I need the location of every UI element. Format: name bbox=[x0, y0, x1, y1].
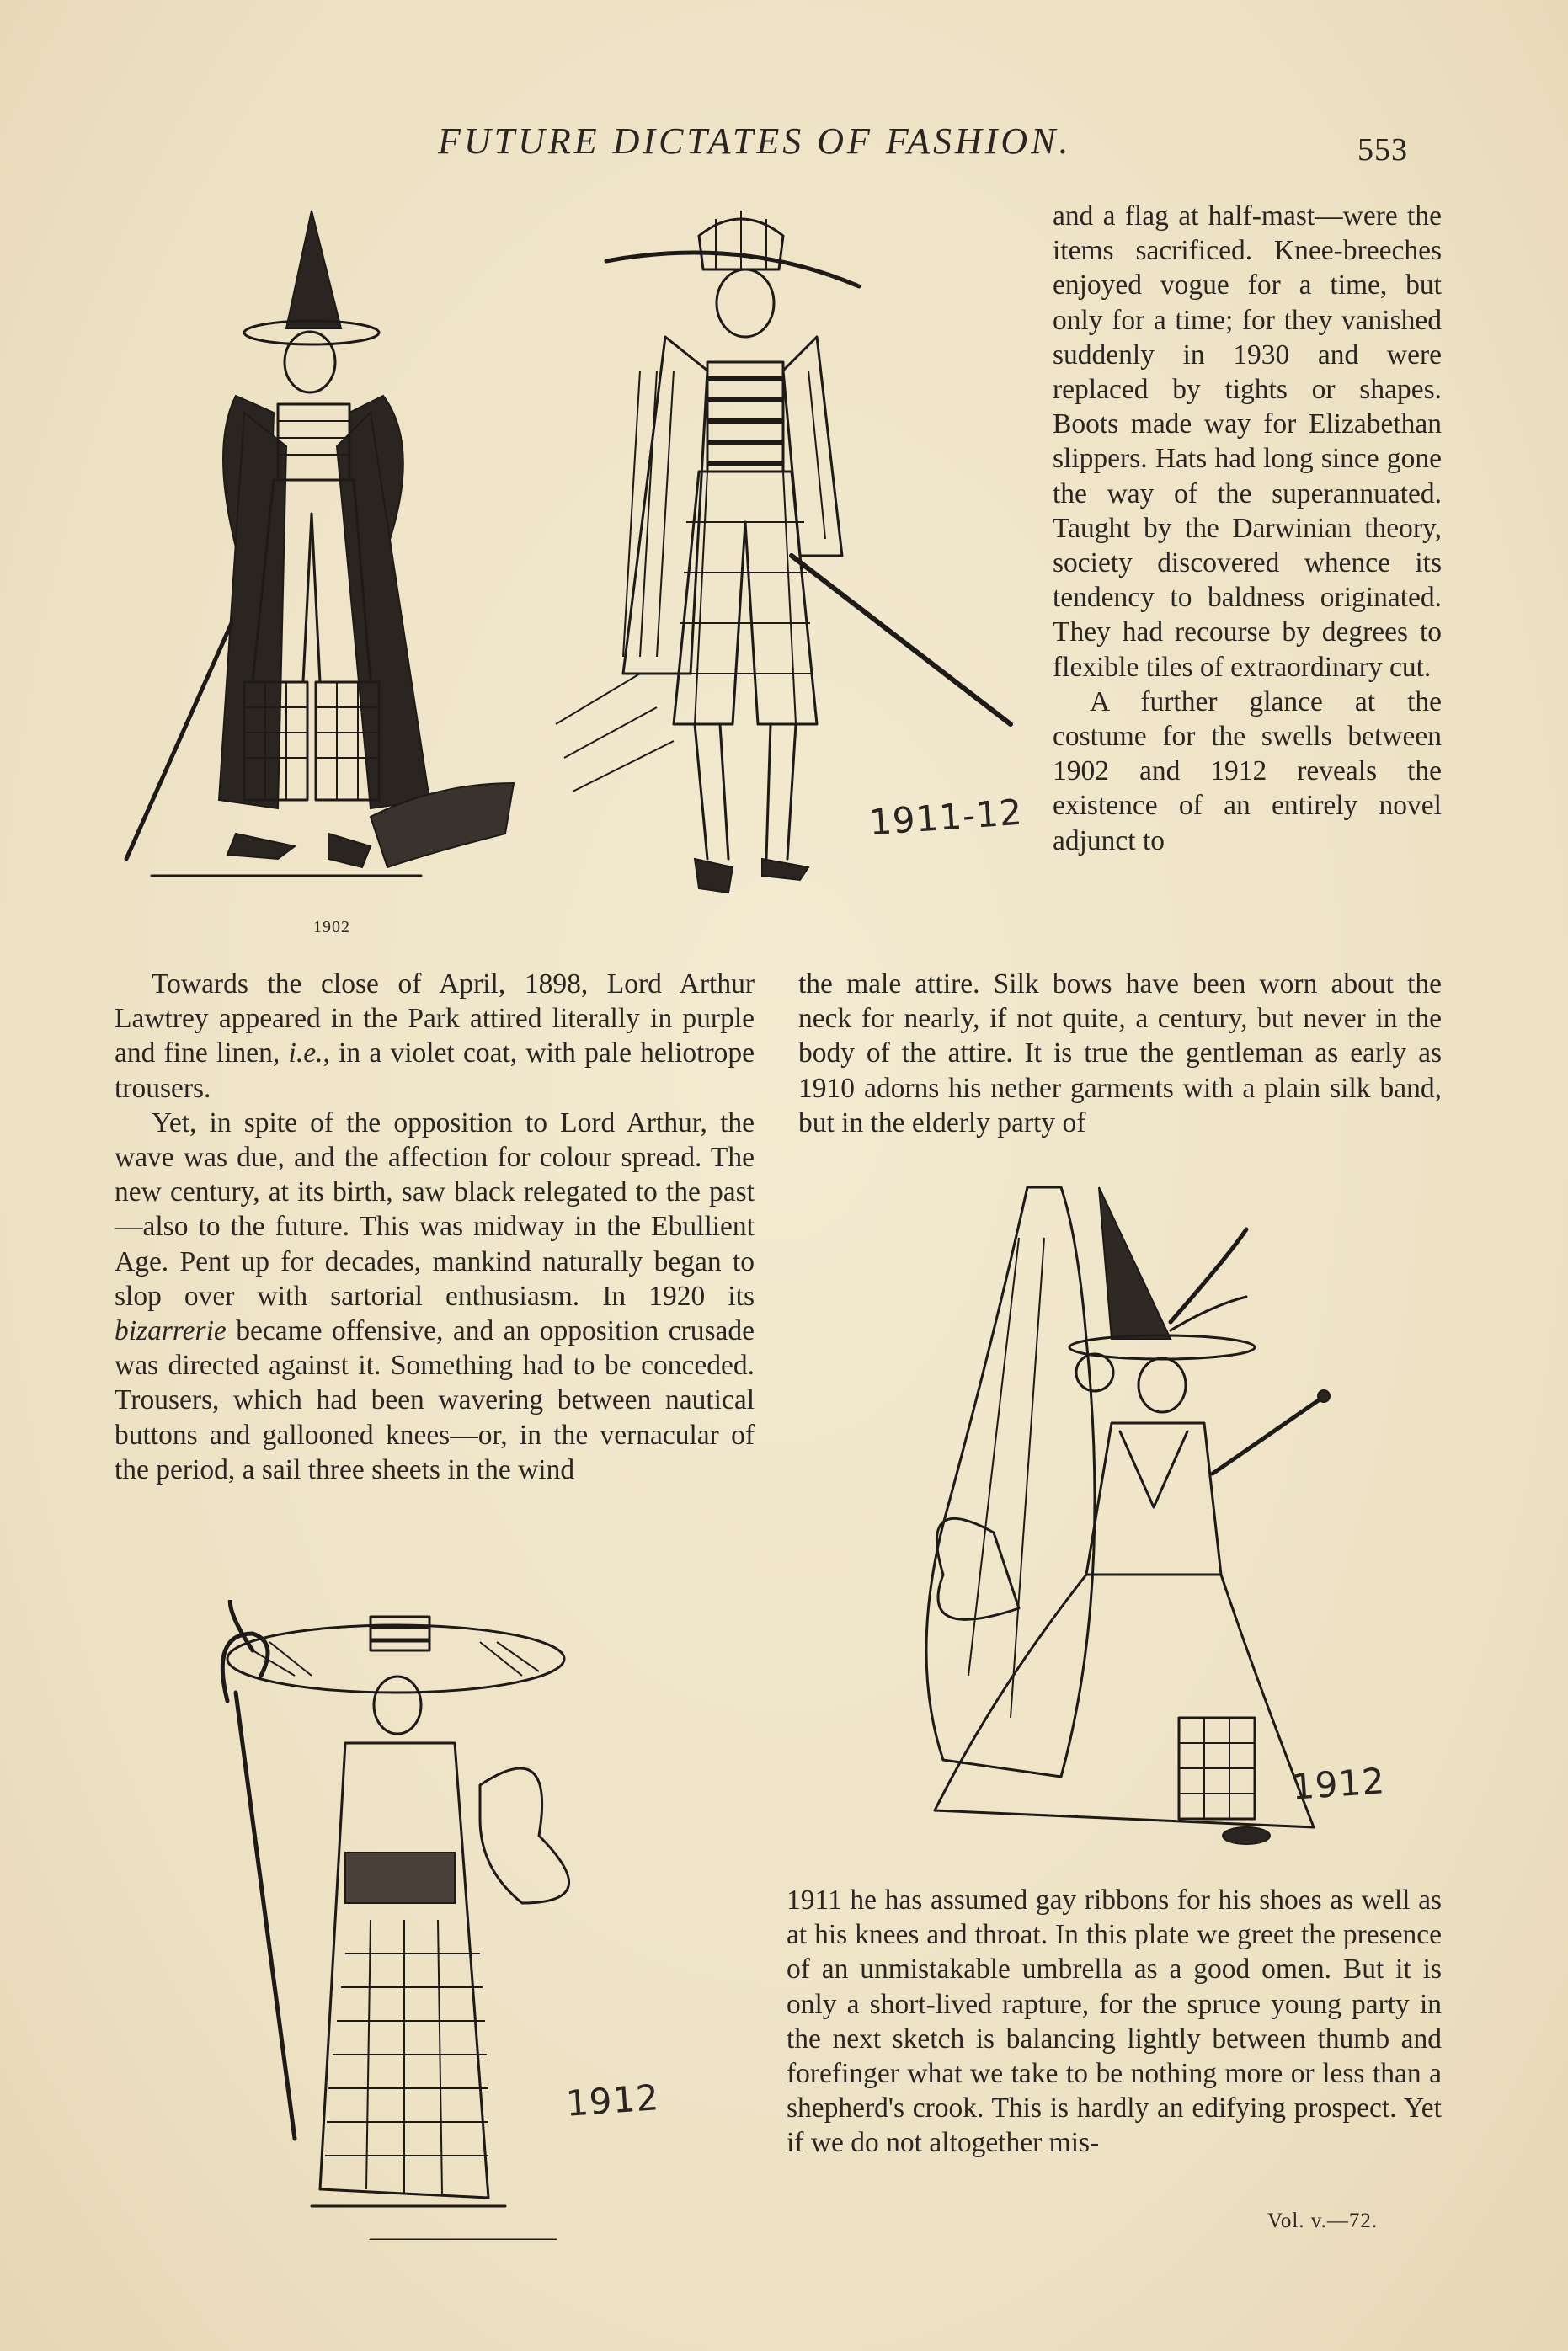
paragraph-male-attire: the male attire. Silk bows have been worn about the neck for nearly, if not quite, a century, but never in the body of the attire. It is true the gentleman as early as 1910 adorns his nether garments with a plain silk band, but in the elderly party of bbox=[798, 968, 1442, 1138]
illustration-1902-woman bbox=[118, 194, 539, 918]
paragraph-ebullient-age-end: became offensive, and an opposition crusade was directed against it. Something had to be conceded. Trousers, which had been wavering between nautical buttons and gallooned knees—or, in the vernacular of the period, a sail three sheets in the wind bbox=[115, 1315, 755, 1485]
figure-date-1911-12: 1911-12 bbox=[867, 791, 1024, 844]
paragraph-flag-half-mast: and a flag at half-mast—were the items sacrificed. Knee-breeches enjoyed vogue for a time, but only for a time; for they vanished suddenly in 1930 and were replaced by tights or shapes. Boots made way for Elizabethan slippers. Hats had long since gone the way of the superannuated. Taught by the Darwinian theory, society discovered whence its tendency to baldness originated. They had recourse by degrees to flexible tiles of extraordinary cut. bbox=[1053, 200, 1442, 683]
illustration-1912-veil-woman bbox=[893, 1170, 1381, 1861]
paragraph-ebullient-age-start: Yet, in spite of the opposition to Lord Arthur, the wave was due, and the affection for colour spread. The new century, at its birth, saw black relegated to the past —also to the future. This was midway in the Ebullient Age. Pent up for decades, mankind naturally began to slop over with sartorial enthusiasm. In 1920 its bbox=[115, 1106, 755, 1312]
paragraph-lord-arthur-start: Towards the close of April, 1898, Lord Arthur Lawtrey appeared in the Park attired literally in purple and fine linen, bbox=[115, 968, 755, 1069]
paragraph-lord-arthur-end: , in a violet coat, with pale heliotrope trousers. bbox=[115, 1037, 755, 1104]
italic-ie: i.e. bbox=[288, 1037, 323, 1069]
figure-caption-1902: 1902 bbox=[313, 918, 350, 936]
volume-folio: Vol. v.—72. bbox=[1267, 2210, 1379, 2232]
fashion-figure-drawing bbox=[893, 1170, 1381, 1861]
right-column-top-text bbox=[1053, 199, 1442, 858]
paragraph-ebullient-age bbox=[115, 1106, 755, 1487]
right-column-bottom-text bbox=[787, 1883, 1442, 2161]
paragraph-further-glance: A further glance at the costume for the swells between 1902 and 1912 reveals the existence of an entirely novel adjunct to bbox=[1053, 685, 1442, 856]
paragraph-gay-ribbons: 1911 he has assumed gay ribbons for his shoes as well as at his knees and throat. In this plate we greet the presence of an unmistakable umbrella as a good omen. But it is only a short-lived rapture, for the spruce young party in the next sketch is balancing lightly between thumb and forefinger what we take to be nothing more or less than a shepherd's crook. This is hardly an edifying prospect. Yet if we do not altogether mis- bbox=[787, 1885, 1442, 2159]
figure-date-1912-right: 1912 bbox=[1290, 1760, 1387, 1808]
fashion-figure-drawing bbox=[118, 194, 539, 918]
figure-date-1912-left: 1912 bbox=[564, 2076, 661, 2124]
left-column-text bbox=[115, 967, 755, 1487]
running-header-title: FUTURE DICTATES OF FASHION. bbox=[438, 120, 1072, 162]
paragraph-lord-arthur bbox=[115, 967, 755, 1106]
illustration-1912-crook-woman bbox=[202, 1600, 640, 2240]
page-number: 553 bbox=[1357, 132, 1408, 168]
right-column-middle-text bbox=[798, 967, 1442, 1140]
italic-bizarrerie: bizarrerie bbox=[115, 1315, 227, 1347]
fashion-figure-drawing bbox=[202, 1600, 640, 2240]
